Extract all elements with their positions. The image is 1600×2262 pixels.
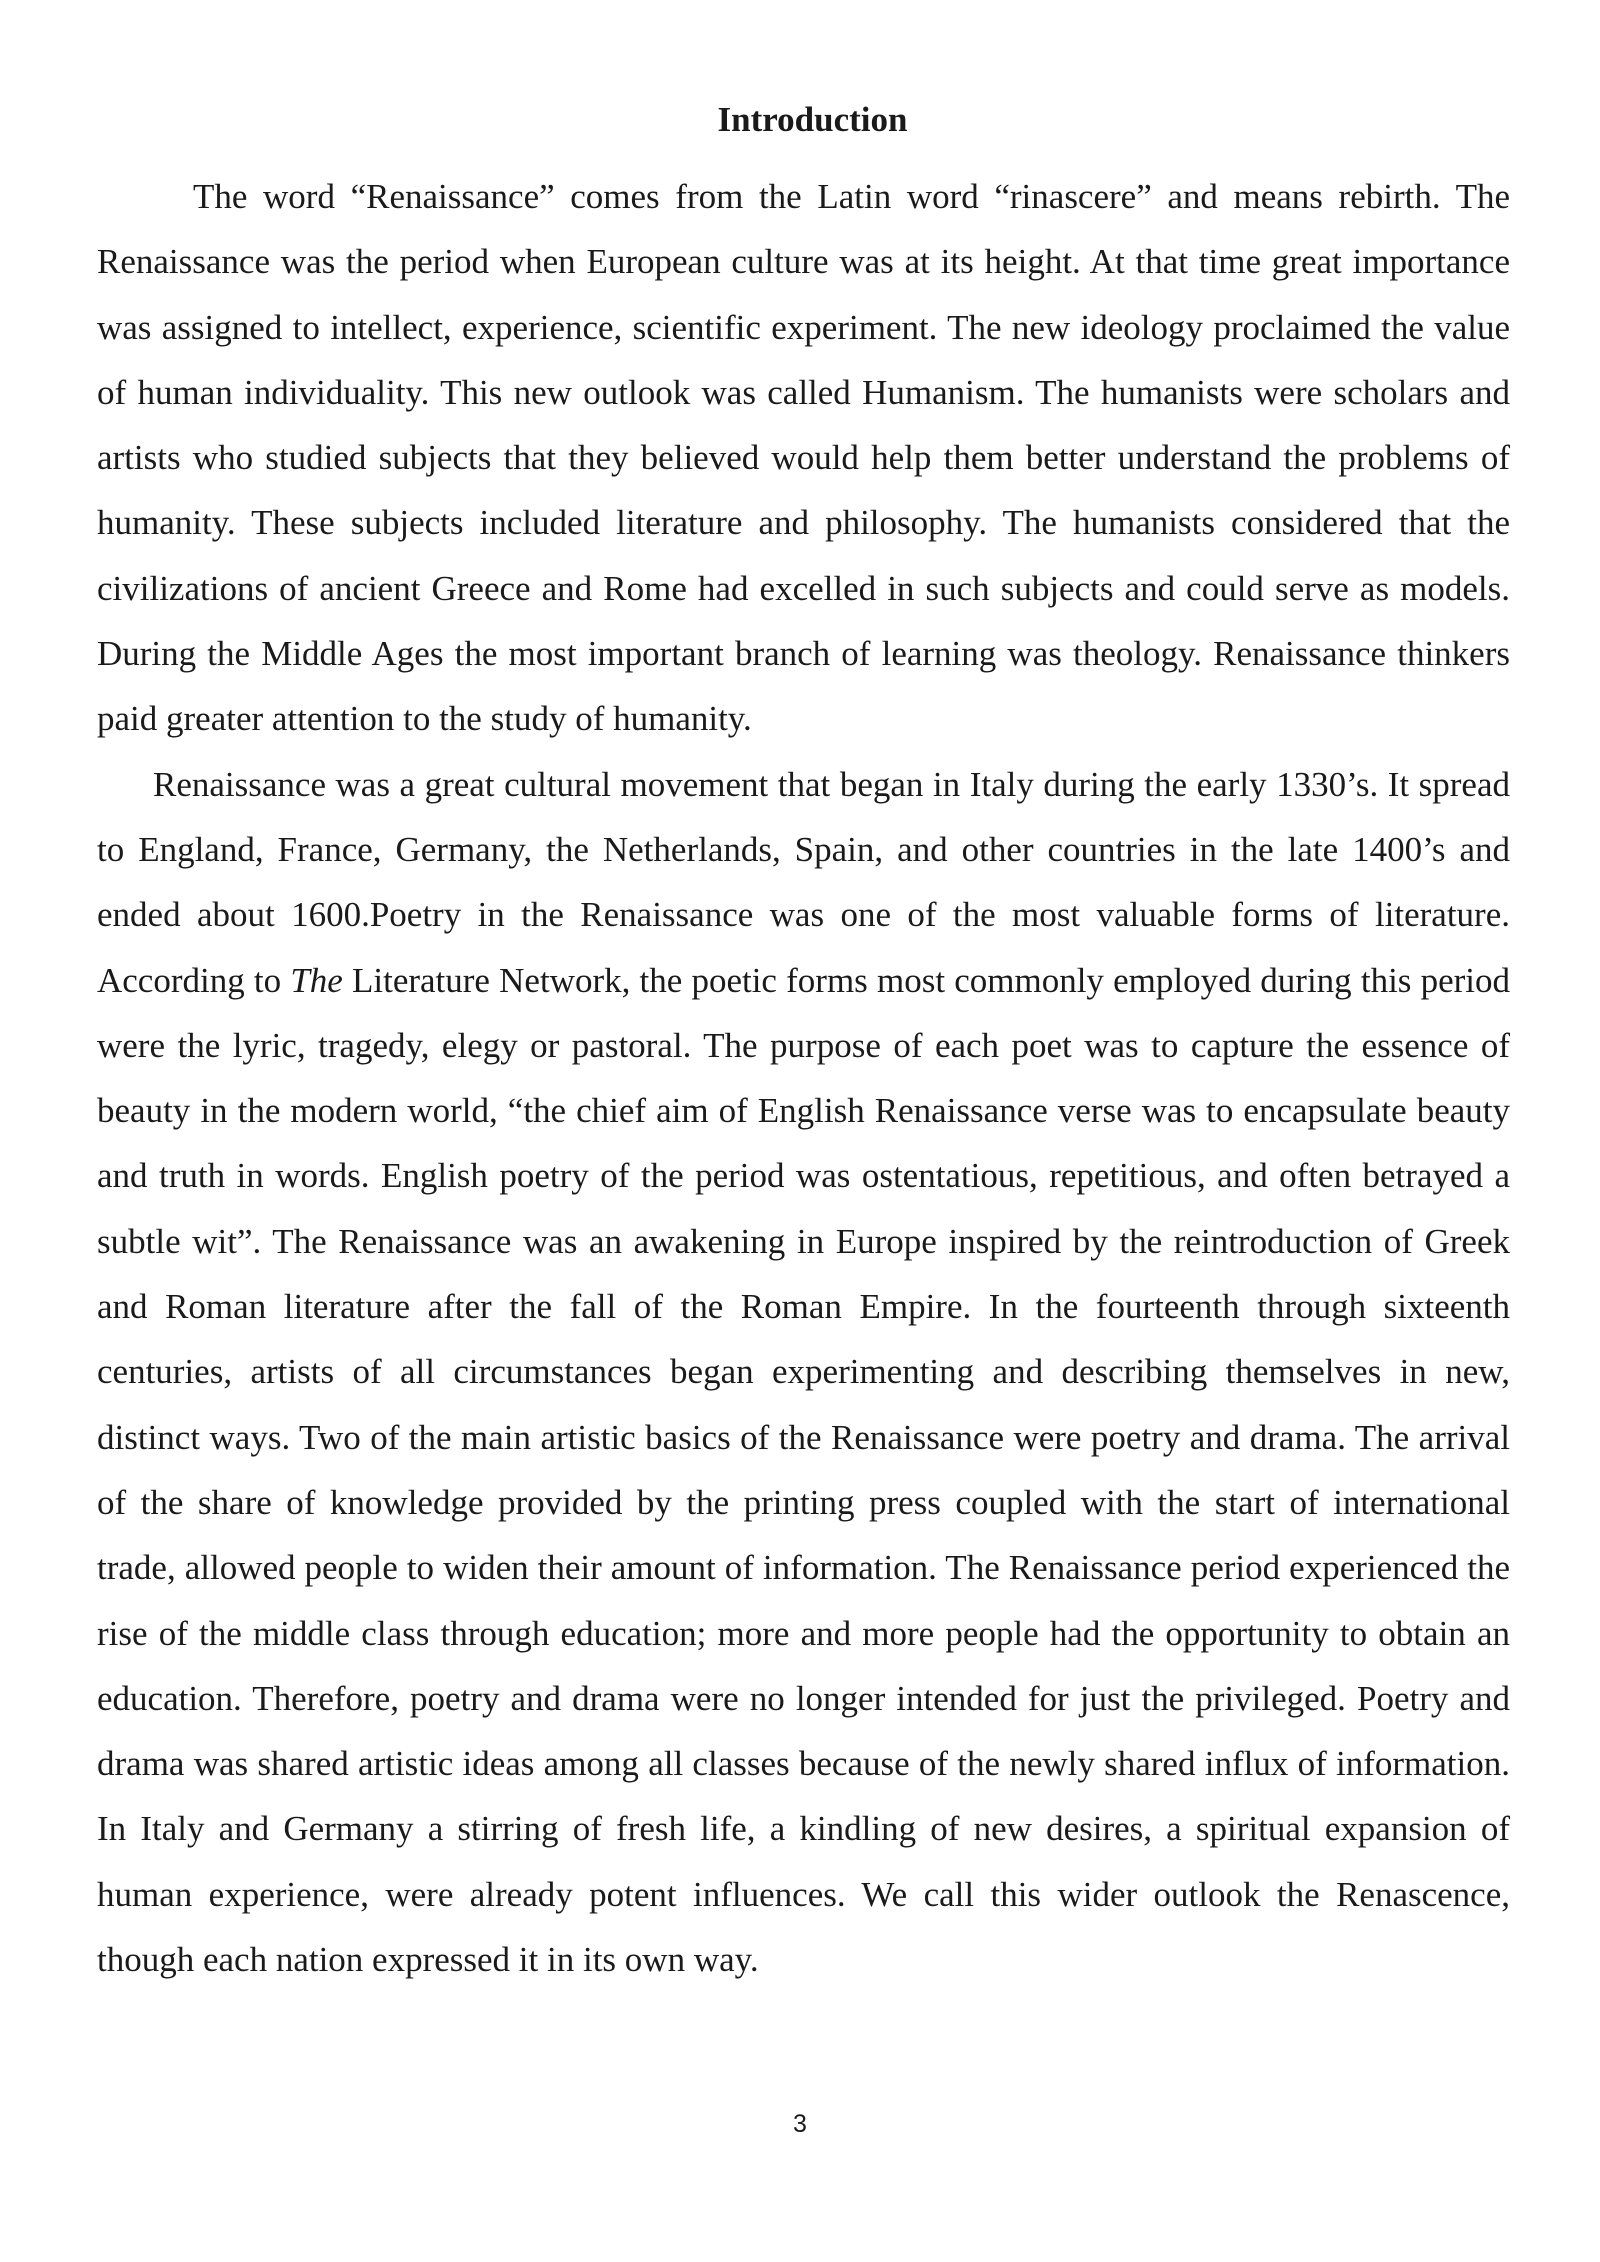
- paragraph-2-italic-title-word: The: [290, 960, 343, 1000]
- section-heading: Introduction: [717, 100, 908, 139]
- body-paragraph-1: The word “Renaissance” comes from the Latin word “rinascere” and means rebirth. The Renaissance was the period when European culture was at its height. At that time great importance was assigned to intellect, experience, scientific experiment. The new ideology proclaimed the value of human individuality. This new outlook was called Humanism. The humanists were scholars and artists who studied subjects that they believed would help them better understand the problems of humanity. These subjects included literature and philosophy. The humanists considered that the civilizations of ancient Greece and Rome had excelled in such subjects and could serve as models. During the Middle Ages the most important branch of learning was theology. Renaissance thinkers paid greater attention to the study of humanity.: [97, 177, 1510, 739]
- page-number: 3: [793, 2110, 807, 2138]
- paragraph-2-text-end: Literature Network, the poetic forms most commonly employed during this period were the lyric, tragedy, elegy or pastoral. The purpose of each poet was to capture the essence of beauty in the modern world, “the chief aim of English Renaissance verse was to encapsulate beauty and truth in words. English poetry of the period was ostentatious, repetitious, and often betrayed a subtle wit”. The Renaissance was an awakening in Europe inspired by the reintroduction of Greek and Roman literature after the fall of the Roman Empire. In the fourteenth through sixteenth centuries, artists of all circumstances began experimenting and describing themselves in new, distinct ways. Two of the main artistic basics of the Renaissance were poetry and drama. The arrival of the share of knowledge provided by the printing press coupled with the start of international trade, allowed people to widen their amount of information. The Renaissance period experienced the rise of the middle class through education; more and more people had the opportunity to obtain an education. Therefore, poetry and drama were no longer intended for just the privileged. Poetry and drama was shared artistic ideas among all classes because of the newly shared influx of information. In Italy and Germany a stirring of fresh life, a kindling of new desires, a spiritual expansion of human experience, were already potent influences. We call this wider outlook the Renascence, though each nation expressed it in its own way.: [97, 960, 1510, 1980]
- paragraph-2-text-start: Renaissance was a great cultural movement that began in Italy during the early 1330’s. It spread to England, France, Germany, the Netherlands, Spain, and other countries in the late 1400’s and ended about 1600.Poetry in the Renaissance was one of the most valuable forms of literature. According to: [97, 764, 1510, 1000]
- body-paragraph-2: [97, 752, 1510, 1993]
- page-body: [97, 96, 1510, 1992]
